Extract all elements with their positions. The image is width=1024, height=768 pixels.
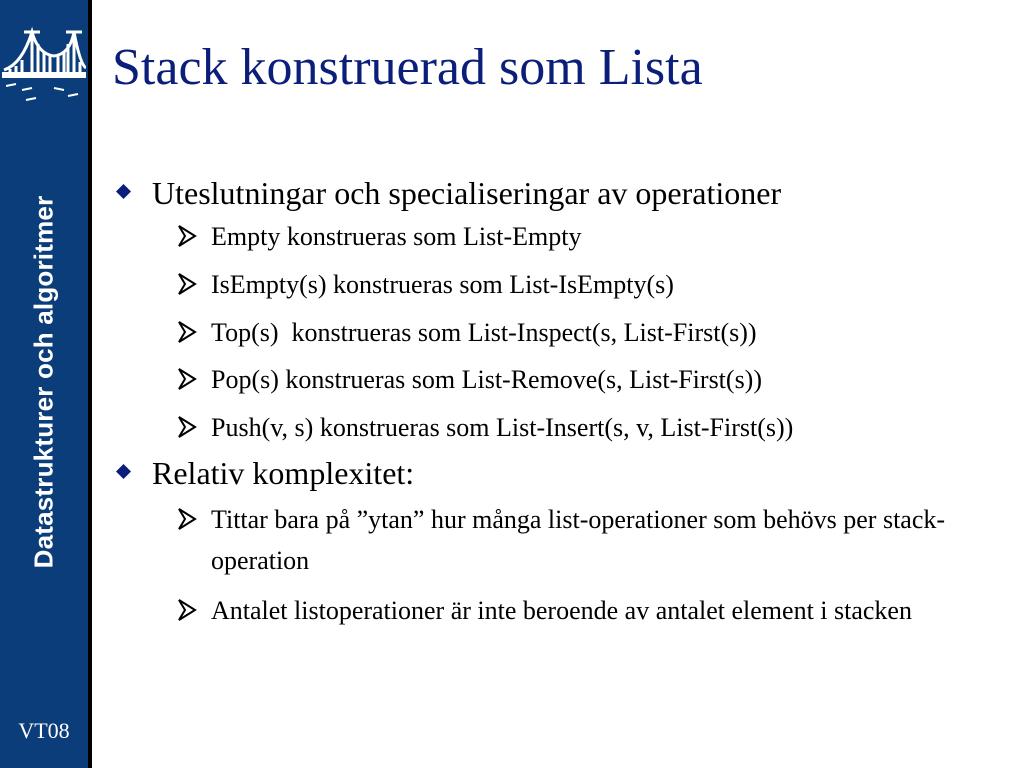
sub-bullet: [114, 407, 1014, 449]
sidebar-divider: [88, 0, 92, 768]
arrowhead-bullet-icon: [177, 224, 197, 248]
sub-bullet-text: Tittar bara på ”ytan” hur många list-operationer som behövs per stack-operation: [211, 504, 946, 576]
slide-title: Stack konstruerad som Lista: [112, 39, 703, 96]
sub-bullet: [114, 264, 1014, 306]
sub-bullet-text: Push(v, s) konstrueras som List-Insert(s, v, List-First(s)): [211, 412, 794, 442]
term-label: VT08: [18, 718, 70, 743]
sub-bullet: [114, 590, 1024, 632]
diamond-bullet-icon: [116, 464, 131, 479]
bullet-exclusions: [114, 174, 1014, 212]
arrowhead-bullet-icon: [177, 507, 197, 531]
arrowhead-bullet-icon: [177, 598, 197, 622]
sub-bullet-text: Top(s) konstrueras som List-Inspect(s, List-First(s)): [211, 317, 757, 347]
sidebar: [0, 0, 88, 768]
slide-content: [114, 174, 1014, 632]
sub-bullet-text: Pop(s) konstrueras som List-Remove(s, List-First(s)): [211, 365, 763, 395]
bullet-complexity: [114, 454, 1014, 492]
sub-bullet-text: Antalet listoperationer är inte beroende av antalet element i stacken: [211, 595, 912, 625]
diamond-bullet-icon: [116, 184, 131, 199]
arrowhead-bullet-icon: [177, 320, 197, 344]
sub-bullet: [114, 359, 1014, 401]
sub-bullet: [114, 312, 1014, 354]
arrowhead-bullet-icon: [177, 367, 197, 391]
course-title-vertical: Datastrukturer och algoritmer: [28, 195, 59, 569]
sub-bullet: [114, 216, 1014, 258]
sub-bullet: [114, 499, 971, 582]
bullet-text: Relativ komplexitet:: [152, 455, 415, 492]
sub-bullet-text: IsEmpty(s) konstrueras som List-IsEmpty(s): [211, 269, 674, 299]
bullet-text: Uteslutningar och specialiseringar av operationer: [152, 175, 782, 211]
arrowhead-bullet-icon: [177, 272, 197, 296]
sub-bullet-text: Empty konstrueras som List-Empty: [211, 222, 582, 252]
bridge-logo-icon: [2, 14, 86, 106]
arrowhead-bullet-icon: [177, 415, 197, 439]
